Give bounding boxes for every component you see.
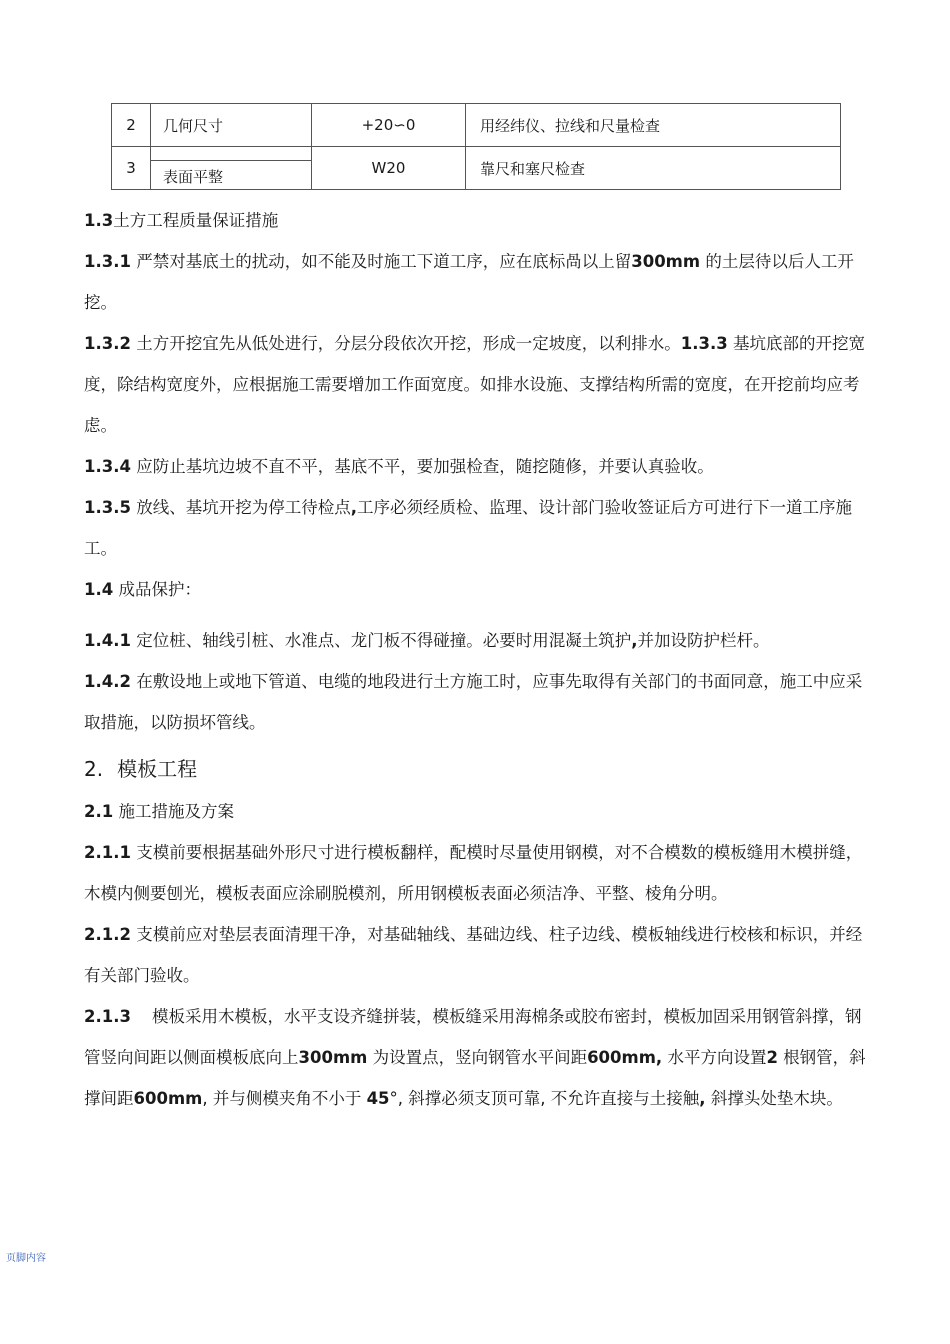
clause-value: 2 [766,1048,778,1067]
clause-number: 1.4.2 [84,672,131,691]
clause-number: 2.1.2 [84,925,131,944]
clause-1-4-2 [84,661,870,743]
clause-number: 1.3.3 [680,334,728,353]
inspection-table [111,103,841,190]
clause-text: 支模前要根据基础外形尺寸进行模板翻样，配模时尽量使用钢模，对不合模数的模板缝用木模拼缝，木模内侧要刨光，模板表面应涂刷脱模剂，所用钢模板表面必须洁净、平整、棱角分明。 [84,843,863,903]
clause-text: 水平方向设置 [667,1048,767,1067]
clause-1-3-4 [84,446,870,487]
clause-number: 2.1.3 [84,1007,131,1026]
clause-text: 定位桩、轴线引桩、水准点、龙门板不得碰撞。必要时用混凝土筑护 [136,631,632,650]
clause-text: 模板采用木模板，水平支设齐缝拼装，模板缝采用海棉条或胶布密封，模板加固采用钢管斜撑，钢管竖向间距以侧面模板底向上 [84,1007,862,1067]
section-2-1-heading [84,791,870,832]
section-title: 施工措施及方案 [118,802,234,821]
clause-text: 在敷设地上或地下管道、电缆的地段进行土方施工时，应事先取得有关部门的书面同意，施工中应采取措施，以防损坏管线。 [84,672,863,732]
clause-number: 1.4.1 [84,631,131,650]
row-number: 2 [112,104,151,147]
row-number: 3 [112,147,151,190]
section-number: 2.1 [84,802,114,821]
clause-punct: , [631,631,638,650]
clause-text: 严禁对基底土的扰动，如不能及时施工下道工序，应在底标咼以上留 [136,252,632,271]
clause-1-3-5 [84,487,870,569]
page-footer: 页脚内容 [6,1253,46,1264]
row-item: 表面平整 [163,167,224,186]
clause-number: 1.3.5 [84,498,131,517]
clause-1-3-2 [84,323,870,446]
clause-value: 600mm [133,1089,203,1108]
clause-number: 1.3.1 [84,252,131,271]
row-item-cell [151,147,312,190]
clause-number: 1.3.2 [84,334,131,353]
clause-text: 并加设防护栏杆。 [637,631,770,650]
clause-text: 根钢管，斜撑间距 [84,1048,866,1108]
section-number: 1.3 [84,211,114,230]
clause-2-1-3 [84,996,870,1119]
clause-punct: , [655,1048,663,1067]
clause-text: 应防止基坑边坡不直不平，基底不平，要加强检查，随挖随修，并要认真验收。 [136,457,714,476]
chapter-2-heading [84,747,870,791]
row-method: 靠尺和塞尺检查 [466,147,841,190]
clause-punct: , [350,498,358,517]
row-tolerance: +20∽0 [312,104,466,147]
clause-number: 1.3.4 [84,457,131,476]
row-tolerance: W20 [312,147,466,190]
clause-number: 2.1.1 [84,843,131,862]
section-1-4-heading [84,569,870,610]
clause-text: °, 斜撑必须支顶可靠, 不允许直接与土接触 [389,1089,700,1108]
clause-text: , 并与侧模夹角不小于 [202,1089,362,1108]
section-number: 1.4 [84,580,114,599]
table-row [112,147,841,190]
clause-text: 基坑底部的开挖宽度，除结构宽度外，应根据施工需要增加工作面宽度。如排水设施、支撑结构所需的宽度，在开挖前均应考虑。 [84,334,865,435]
chapter-title: 模板工程 [117,757,198,781]
document-body [84,200,870,1119]
clause-text: 的土层待以后人工开挖。 [84,252,854,312]
clause-text: 土方开挖宜先从低处进行，分层分段依次开挖，形成一定坡度，以利排水。 [136,334,681,353]
clause-value: 300mm [298,1048,368,1067]
clause-2-1-1 [84,832,870,914]
table-row [112,104,841,147]
cell-divider [151,160,311,161]
clause-text: 斜撑头处垫木块。 [710,1089,843,1108]
section-title: 土方工程质量保证措施 [113,211,279,230]
row-item: 几何尺寸 [151,104,312,147]
row-method: 用经纬仪、拉线和尺量检查 [466,104,841,147]
clause-2-1-2 [84,914,870,996]
clause-value: 45 [366,1089,390,1108]
clause-punct: , [699,1089,706,1108]
clause-text: 工序必须经质检、监理、设计部门验收签证后方可进行下一道工序施工。 [84,498,853,558]
clause-text: 为设置点，竖向钢管水平间距 [372,1048,588,1067]
chapter-number: 2. [84,757,104,781]
section-1-3-heading [84,200,870,241]
clause-1-3-1 [84,241,870,323]
section-title: 成品保护： [118,580,201,599]
clause-text: 支模前应对垫层表面清理干净，对基础轴线、基础边线、柱子边线、模板轴线进行校核和标识，并经有关部门验收。 [84,925,863,985]
clause-value: 300mm [631,252,701,271]
clause-value: 600mm [587,1048,656,1067]
clause-text: 放线、基坑开挖为停工待检点 [136,498,351,517]
clause-1-4-1 [84,620,870,661]
